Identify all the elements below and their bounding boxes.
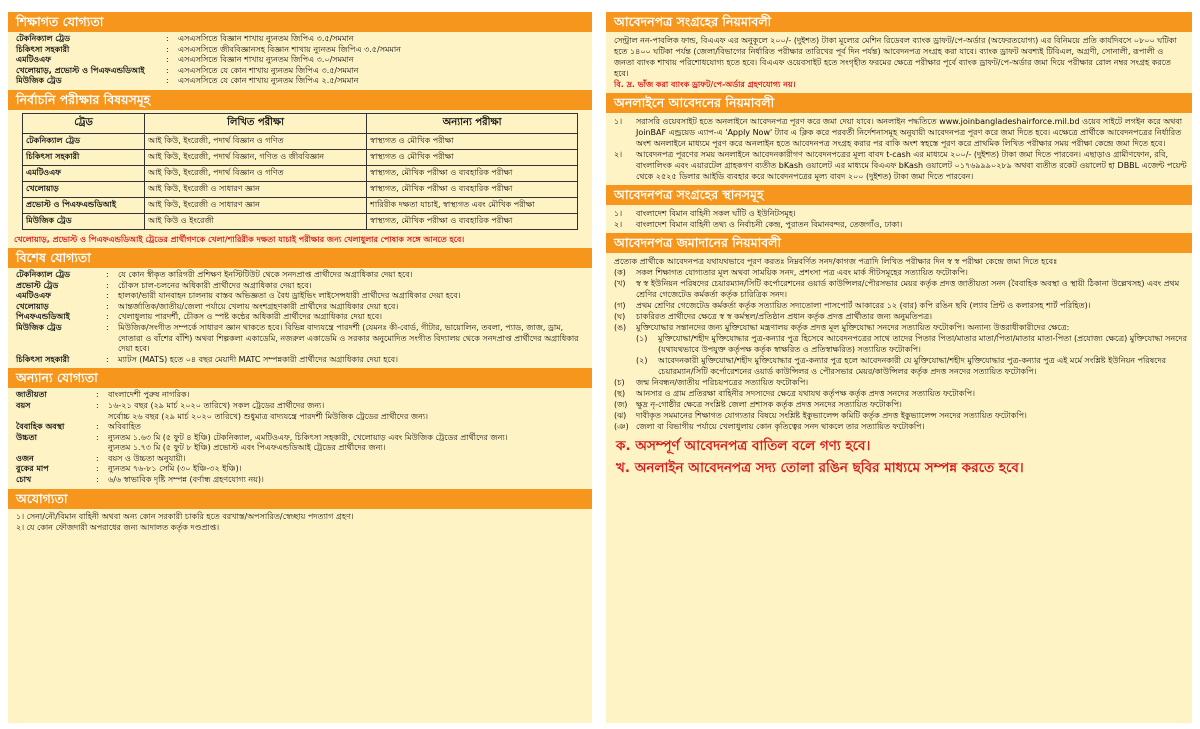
exam-header: নির্বাচনি পরীক্ষার বিষয়সমূহ <box>8 90 592 110</box>
special-header: বিশেষ যোগ্যতা <box>8 248 592 268</box>
special-trade: প্রভোস্ট ট্রেড <box>16 280 59 290</box>
list-item: ২। বাংলাদেশ বিমান বাহিনী তথ্য ও নির্বাচনী কেন্দ্র, পুরাতন বিমানবন্দর, তেজগাঁও, ঢাকা। <box>614 220 903 229</box>
table-row <box>23 181 578 197</box>
other-row: জাতীয়তা : বাংলাদেশী পুরুষ নাগরিক। <box>16 390 586 401</box>
list-item: (ছ) আনসার ও গ্রাম প্রতিরক্ষা বাহিনীর সদস্যদের ক্ষেত্রে যথাযথ কর্তৃপক্ষ কর্তৃক প্রদত্ত সনদের সত্যায়িত ফটোকপি। <box>614 389 975 398</box>
edu-header: শিক্ষাগত যোগ্যতা <box>8 12 592 32</box>
edu-row: টেকনিক্যাল ট্রেড : এসএসসিতে বিজ্ঞান শাখায় ন্যুনতম জিপিএ ৩.৫/সমমান <box>16 34 586 45</box>
edu-req: এসএসসিতে বিজ্ঞান শাখায় ন্যুনতম জিপিএ ৩.০/সমমান <box>178 55 354 65</box>
special-row: প্রভোস্ট ট্রেড : চৌকস চাল-চলনের অধিকারী প্রার্থীদের অগ্রাধিকার দেয়া হবে। <box>16 281 586 292</box>
list-item: (১) মুক্তিযোদ্ধা/শহীদ মুক্তিযোদ্ধার পুত্র-কন্যার পুত্র হিসেবে আবেদনপত্রের সাথে তাদের পিতার পিতা/মাতার মাতা/পিতা/মাতার মাতা-পিতা (প্রযোজ্য ক্ষেত্রে) মুক্তিযোদ্ধা সনদের (যথাযথভাবে উপযুক্ত কর্তৃপক্ষ কর্তৃক স্বাক্ষরিত ও প্রতিস্বাক্ষরিত) সত্যায়িত ফটোকপি। <box>636 334 1187 354</box>
cell-trade: টেকনিক্যাল ট্রেড <box>23 133 145 149</box>
edu-row: মিউজিক ট্রেড : এসএসসিতে যে কোন শাখায় ন্যুনতম জিপিএ ২.৫/সমমান <box>16 76 586 87</box>
cell-written: আই কিউ, ইংরেজী ও সাধারণ জ্ঞান <box>145 181 367 197</box>
disq-section <box>8 509 592 536</box>
list-item: ১। বাংলাদেশ বিমান বাহিনী সকল ঘাঁটি ও ইউনিটসমূহ। <box>614 209 796 218</box>
list-item: (ঞ) জেলা বা বিভাগীয় পর্যায়ে খেলাধুলায় কোন কৃতিত্বের সনদ থাকলে তার সত্যায়িত ফটোকপি। <box>614 422 925 431</box>
edu-trade: এমটিওএফ <box>16 55 51 65</box>
other-value: ন্যুনতম ১.৭৩ মি (৫ ফুট ৮ ইঞ্চি) প্রভোস্ট এবং পিএফএন্ডডিআই ট্রেডের প্রার্থীদের জন্য। <box>108 443 386 453</box>
other-value: সর্বোচ্চ ২৬ বছর (২৯ মার্চ ২০২০ তারিখে) শুধুমাত্র বাদ্যযন্ত্রে পারদর্শী মিউজিক ট্রেডের প্রার্থীদের জন্য। <box>108 411 429 421</box>
places-header: আবেদনপত্র সংগ্রহের স্থানসমূহ <box>606 185 1192 205</box>
edu-req: এসএসসিতে জীববিজ্ঞানসহ বিজ্ঞান শাখায় ন্যুনতম জিপিএ ৩.৫/সমমান <box>178 44 401 54</box>
other-row: উচ্চতা : ন্যুনতম ১.৬৩ মি (৫ ফুট ৪ ইঞ্চি) টেকনিক্যাল, এমটিওএফ, চিকিৎসা সহকারী, খেলোয়াড় এবং মিউজিক ট্রেডের প্রার্থীদের জন্য। <box>16 433 586 444</box>
other-row: বয়স : ১৬-২১ বছর (২৯ মার্চ ২০২০ তারিখে) সকল ট্রেডের প্রার্থীদের জন্য। <box>16 401 586 412</box>
special-row: পিএফএন্ডডিআই : খেলাধুলায় পারদর্শী, চৌকস ও স্পষ্ট কন্ঠের অধিকারী প্রার্থীদের অগ্রাধিকার দেয়া হবে। <box>16 312 586 323</box>
list-item: ১। সরাসরি ওয়েবসাইট হতে অনলাইনে আবেদনপত্র পূরণ করে জমা দেয়া যাবে। অনলাইন পদ্ধতিতে www.joinbangladeshairforce.mil.bd ওয়েব সাইটে লগইন করে অথবা JoinBAF এন্ড্রয়েড এ্যাপ-এ 'Apply Now' ট্যাব এ ক্লিক করে পরবর্তী নির্দেশনাসমূহ অনুযায়ী আবেদনপত্র পূরণ করে জমা দিতে হবে। এক্ষেত্রে প্রার্থীকে আবেদনপত্রের নির্ধারিত অংশ অনলাইনে মাধ্যমে পূরণ করে অনলাইন হতে আবেদনপত্র সংগ্রহ করার পর বাকি অংশ স্বহস্তে পূরণ করে প্রাথমিক লিখিত পরীক্ষার সময় পরীক্ষা কেন্দ্রে জমা দিতে হবে। <box>614 117 1183 148</box>
submit-intro: প্রত্যেক প্রার্থীকে আবেদনপত্র যথাযথভাবে পূরণ করতঃ নিম্নবর্ণিত সনদ/কাগজ পত্রাদি লিখিত পরীক্ষার দিন স্ব স্ব পরীক্ষা কেন্দ্রে জমা দিতে হবেঃ <box>614 257 1058 266</box>
special-text: আন্তর্জাতিক/জাতীয়/জেলা পর্যায়ে খেলায় অংশগ্রহণকারী প্রার্থীদের অগ্রাধিকার দেয়া হবে। <box>118 301 399 311</box>
cell-other: স্বাস্থ্যগত ও মৌখিক পরীক্ষা <box>367 149 578 165</box>
final-note-2: খ. অনলাইন আবেদনপত্র সদ্য তোলা রঙিন ছবির মাধ্যমে সম্পন্ন করতে হবে। <box>616 460 1024 476</box>
col-header-written: লিখিত পরীক্ষা <box>145 113 367 133</box>
special-text: মিউজিক/সংগীত সম্পর্কে সাধারণ জ্ঞান থাকতে হবে। বিভিন্ন বাদ্যযন্ত্রে পারদর্শী (যেমনঃ কী-বোর্ড, গীটার, ভায়োলিন, তবলা, প্যাড, জাজ, ড্রাম, দোতারা ও বাঁশের বাঁশি) অথবা শিল্পকলা একাডেমি, নজরুল একাডেমি ও সরকার অনুমোদিত সংগীত বিদ্যালয় থেকে সনদপ্রাপ্ত প্রার্থীদের অগ্রাধিকার দেয়া হবে। <box>118 322 579 354</box>
other-key: জাতীয়তা <box>16 390 47 400</box>
other-key: চোখ <box>16 475 32 485</box>
special-trade: খেলোয়াড় <box>16 301 49 311</box>
special-text: ম্যাটস (MATS) হতে ০৪ বছর মেয়াদী MATC সম্পন্নকারী প্রার্থীদের অগ্রাধিকার দেয়া হবে। <box>118 354 398 364</box>
disq-item: ১। সেনা/নৌ/বিমান বাহিনী অথবা অন্য কোন সরকারী চাকরি হতে বরখাস্ত/অপসারিত/স্বেচ্ছায় পদত্যাগ গ্রহণ। <box>16 511 354 521</box>
col-header-other: অন্যান্য পরীক্ষা <box>367 113 578 133</box>
special-row: চিকিৎসা সহকারী : ম্যাটস (MATS) হতে ০৪ বছর মেয়াদী MATC সম্পন্নকারী প্রার্থীদের অগ্রাধিকার দেয়া হবে। <box>16 355 586 366</box>
cell-trade: প্রভোস্ট ও পিএফএন্ডডিআই <box>23 197 145 213</box>
col-header-trade: ট্রেড <box>23 113 145 133</box>
special-trade: চিকিৎসা সহকারী <box>16 354 70 364</box>
cell-written: আই কিউ, ইংরেজী ও সাধারণ জ্ঞান <box>145 197 367 213</box>
online-header: অনলাইনে আবেদনের নিয়মাবলী <box>606 93 1192 113</box>
list-item: (ঙ) মুক্তিযোদ্ধার সন্তানদের জন্য মুক্তিযোদ্ধা মন্ত্রণালয় কর্তৃক প্রদত্ত মূল মুক্তিযোদ্ধা সনদের সত্যায়িত ফটোকপি। অন্যান্য উত্তরাধীকারীদের ক্ষেত্রে: <box>614 323 1070 332</box>
other-header: অন্যান্য যোগ্যতা <box>8 368 592 388</box>
special-trade: টেকনিক্যাল ট্রেড <box>16 269 71 279</box>
list-item: ২। আবেদনপত্র পূরণের সময় অনলাইনে আবেদনকারীগণ আবেদনপত্রের মূল্য বাবদ t-cash এর মাধ্যমে ২০০/- (দুইশত) টাকা জমা দিতে পারবেন। এছাড়াও গ্রামীণফোন, রবি, বাংলালিংক এবং এয়ারটেল গ্রাহকগণ ব্যতীত bKash ওয়ালেট এর মাধ্যমে বিএএফ bKash ওয়ালেট ০১৭৬৯৯৯০২৮৯ অথবা ব্যতীত রকেট ওয়ালেট হা DBBL এজেন্ট পয়েন্ট থেকে ২৫২৫ ডিলার আইডি ব্যবহার করে আবেদনপত্রের মূল্য বাবদ ২০০ (দুইশত) টাকা জমা দিতে পারবেন। <box>614 150 1187 181</box>
cell-trade: মিউজিক ট্রেড <box>23 213 145 229</box>
cell-other: স্বাস্থ্যগত, মৌখিক পরীক্ষা ও ব্যবহারিক পরীক্ষা <box>367 213 578 229</box>
other-key: ওজন <box>16 453 34 463</box>
exam-note: খেলোয়াড়, প্রভোস্ট ও পিএফএন্ডডিআই ট্রেডের প্রার্থীগণকে খেলা/শারিরীক দক্ষতা যাচাই পরীক্ষার জন্য খেলাধুলার পোষাক সঙ্গে আনতে হবে। <box>14 234 465 244</box>
special-trade: পিএফএন্ডডিআই <box>16 312 70 322</box>
cell-trade: খেলোয়াড় <box>23 181 145 197</box>
other-key: বৈবাহিক অবস্থা <box>16 422 65 432</box>
other-row: বৈবাহিক অবস্থা : অবিবাহিত <box>16 422 586 433</box>
collect-text: সেন্ট্রাল নন-পাবলিক ফান্ড, বিএএফ এর অনুকূলে ২০০/- (দুইশত) টাকা মূল্যের মেশিন রিডেবল ব্যাংক ড্রাফট/পে-অর্ডার (অফেরতযোগ্য) এর বিনিময়ে প্রতি কার্যদিবসে ০৮০০ ঘটিকা হতে ১৪০০ ঘটিকা পর্যন্ত (জেলা/বিভাগের নির্ধারিত পরীক্ষার তারিখের পূর্ব দিন পর্যন্ত) আবেদনপত্র সংগ্রহ করা যাবে। ব্যাংক ড্রাফট অবশ্যই টিবিএল, অগ্রণী, সোনালী, রূপালী ও জনতা ব্যাংক শাখায় পরিশোধযোগ্য হতে হবে। বিএএফ ওয়েবসাইট হতে সংগৃহীত ফরমের ক্ষেত্রে পরীক্ষার পূর্বে ব্যাংক ড্রাফট/পে-অর্ডার জমা দিয়ে পরীক্ষার রোল নম্বর সংগ্রহ করতে হবে। <box>614 36 1177 78</box>
other-value: অবিবাহিত <box>108 422 141 432</box>
special-section <box>8 268 592 368</box>
other-row <box>16 412 586 423</box>
edu-trade: মিউজিক ট্রেড <box>16 76 62 86</box>
special-row: মিউজিক ট্রেড : মিউজিক/সংগীত সম্পর্কে সাধারণ জ্ঞান থাকতে হবে। বিভিন্ন বাদ্যযন্ত্রে পারদর্শী (যেমনঃ কী-বোর্ড, গীটার, ভায়োলিন, তবলা, প্যাড, জাজ, ড্রাম, দোতারা ও বাঁশের বাঁশি) অথবা শিল্পকলা একাডেমি, নজরুল একাডেমি ও সরকার অনুমোদিত সংগীত বিদ্যালয় থেকে সনদপ্রাপ্ত প্রার্থীদের অগ্রাধিকার দেয়া হবে। <box>16 323 586 355</box>
list-item: (জ) ক্ষুদ্র নৃ-গোষ্ঠীর ক্ষেত্রে সংশ্লিষ্ট জেলা প্রশাসক কর্তৃক প্রদত্ত সনদের সত্যায়িত ফটোকপি। <box>614 400 902 409</box>
disq-header: অযোগ্যতা <box>8 489 592 509</box>
cell-trade: চিকিৎসা সহকারী <box>23 149 145 165</box>
cell-written: আই কিউ, ইংরেজী, পদার্থ বিজ্ঞান, গণিত ও জীববিজ্ঞান <box>145 149 367 165</box>
cell-other: স্বাস্থ্যগত, মৌখিক পরীক্ষা ও ব্যবহারিক পরীক্ষা <box>367 181 578 197</box>
other-row: চোখ : ৬/৬ স্বাভাবিক দৃষ্টি সম্পন্ন (বর্ণান্ধ গ্রহণযোগ্য নয়)। <box>16 475 586 486</box>
edu-trade: চিকিৎসা সহকারী <box>16 44 70 54</box>
other-value: ৬/৬ স্বাভাবিক দৃষ্টি সম্পন্ন (বর্ণান্ধ গ্রহণযোগ্য নয়)। <box>108 475 264 485</box>
special-trade: মিউজিক ট্রেড <box>16 322 62 332</box>
exam-table-header <box>23 113 578 133</box>
edu-trade: খেলোয়াড়, প্রভোস্ট ও পিএফএন্ডডিআই <box>16 65 145 75</box>
table-row <box>23 213 578 229</box>
list-item: (চ) জন্ম নিবন্ধন/জাতীয় পরিচয়পত্রের সত্যায়িত ফটোকপি। <box>614 378 809 387</box>
other-row: বুকের মাপ : ন্যুনতম ৭৬-৮১ সেমি (৩০ ইঞ্চি-৩২ ইঞ্চি)। <box>16 464 586 475</box>
special-text: হালকা/ভারী যানবাহন চালনায় বাস্তব অভিজ্ঞতা ও বৈধ ড্রাইভিং লাইসেন্সধারী প্রার্থীদের অগ্রাধিকার দেয়া হবে। <box>118 291 461 301</box>
list-item: (ঘ) চাকরিরত প্রার্থীদের ক্ষেত্রে স্ব স্ব কর্মস্থল/প্রতিষ্ঠান প্রধান কর্তৃক প্রদত্ত প্রার্থীতার জন্য অনুমতিপত্র। <box>614 312 932 321</box>
other-key: উচ্চতা <box>16 432 37 442</box>
list-item: (খ) স্ব স্ব ইউনিয়ন পরিষদের চেয়ারম্যান/সিটি কর্পোরেশনের ওয়ার্ড কাউন্সিলর/পৌরসভার মেয়র কর্তৃক প্রদত্ত জাতীয়তা সনদ (বৈবাহিক অবস্থা ও স্থায়ী ঠিকানা উল্লেখসহ) এবং প্রথম শ্রেণির গেজেটেড কর্মকর্তা কর্তৃক চারিত্রিক সনদ। <box>614 279 1180 299</box>
table-row <box>23 165 578 181</box>
special-text: খেলাধুলায় পারদর্শী, চৌকস ও স্পষ্ট কন্ঠের অধিকারী প্রার্থীদের অগ্রাধিকার দেয়া হবে। <box>118 312 383 322</box>
submit-header: আবেদনপত্র জমাদানের নিয়মাবলী <box>606 233 1192 253</box>
edu-row: খেলোয়াড়, প্রভোস্ট ও পিএফএন্ডডিআই : এসএসসিতে যে কোন শাখায় ন্যুনতম জিপিএ ৩.৫/সমমান <box>16 66 586 77</box>
list-item: (গ) প্রথম শ্রেণির গেজেটেড কর্মকর্তা কর্তৃক সত্যায়িত সদ্যতোলা পাসপোর্ট আকারের ১২ (বার) কপি রঙিন ছবি (ল্যাব প্রিন্ট ও কলারসহ শার্ট পরিহিত)। <box>614 301 1091 310</box>
cell-other: স্বাস্থ্যগত ও মৌখিক পরীক্ষা <box>367 133 578 149</box>
collect-header: আবেদনপত্র সংগ্রহের নিয়মাবলী <box>606 12 1192 32</box>
edu-row: চিকিৎসা সহকারী : এসএসসিতে জীববিজ্ঞানসহ বিজ্ঞান শাখায় ন্যুনতম জিপিএ ৩.৫/সমমান <box>16 45 586 56</box>
table-row <box>23 133 578 149</box>
other-row <box>16 443 586 454</box>
other-value: ন্যুনতম ৭৬-৮১ সেমি (৩০ ইঞ্চি-৩২ ইঞ্চি)। <box>108 464 242 474</box>
collect-note: বি. দ্র. ভাঁজ করা ব্যাংক ড্রাফট/পে-অর্ডার গ্রহণযোগ্য নয়। <box>614 80 796 89</box>
special-row: খেলোয়াড় : আন্তর্জাতিক/জাতীয়/জেলা পর্যায়ে খেলায় অংশগ্রহণকারী প্রার্থীদের অগ্রাধিকার দেয়া হবে। <box>16 302 586 313</box>
other-key: বয়স <box>16 400 31 410</box>
other-value: বাংলাদেশী পুরুষ নাগরিক। <box>108 390 190 400</box>
list-item: (ঝ) দাবীকৃত সমমানের শিক্ষাগত যোগ্যতার বিষয়ে সংশ্লিষ্ট ইকুভ্যালেন্স কমিটি কর্তৃক প্রদত্ত ইকুভ্যালেন্স সনদের সত্যায়িত ফটোকপি। <box>614 411 1027 420</box>
other-section <box>8 388 592 488</box>
right-panel <box>606 12 1192 723</box>
cell-other: শারিরীক দক্ষতা যাচাই, স্বাস্থ্যগত এবং মৌখিক পরীক্ষা <box>367 197 578 213</box>
cell-written: আই কিউ ও ইংরেজী <box>145 213 367 229</box>
other-value: ন্যুনতম ১.৬৩ মি (৫ ফুট ৪ ইঞ্চি) টেকনিক্যাল, এমটিওএফ, চিকিৎসা সহকারী, খেলোয়াড় এবং মিউজিক ট্রেডের প্রার্থীদের জন্য। <box>108 432 508 442</box>
special-text: চৌকস চাল-চলনের অধিকারী প্রার্থীদের অগ্রাধিকার দেয়া হবে। <box>118 280 312 290</box>
other-key: বুকের মাপ <box>16 464 49 474</box>
list-item: (২) আবেদনকারী মুক্তিযোদ্ধা/শহীদ মুক্তিযোদ্ধার পুত্র-কন্যার পুত্র হলে আবেদনকারী যে মুক্তিযোদ্ধা/শহীদ মুক্তিযোদ্ধার পুত্র-কন্যার পুত্র এই মর্মে সংশ্লিষ্ট ইউনিয়ন পরিষদের চেয়ারম্যান/সিটি কর্পোরেশনের ওয়ার্ড কাউন্সিলর ও পৌরসভার মেয়র/কাউন্সিলর কর্তৃক প্রদত্ত সনদের সত্যায়িত ফটোকপি। <box>636 356 1166 376</box>
special-row: টেকনিক্যাল ট্রেড : যে কোন স্বীকৃত কারিগরী প্রশিক্ষণ ইনস্টিটিউট থেকে সনদপ্রাপ্ত প্রার্থীদের অগ্রাধিকার দেয়া হবে। <box>16 270 586 281</box>
special-text: যে কোন স্বীকৃত কারিগরী প্রশিক্ষণ ইনস্টিটিউট থেকে সনদপ্রাপ্ত প্রার্থীদের অগ্রাধিকার দেয়া হবে। <box>118 269 413 279</box>
edu-req: এসএসসিতে যে কোন শাখায় ন্যুনতম জিপিএ ৩.৫/সমমান <box>178 65 359 75</box>
other-value: বয়স ও উচ্চতা অনুযায়ী। <box>108 453 186 463</box>
edu-req: এসএসসিতে বিজ্ঞান শাখায় ন্যুনতম জিপিএ ৩.৫/সমমান <box>178 34 354 43</box>
table-row <box>23 197 578 213</box>
cell-written: আই কিউ, ইংরেজী, পদার্থ বিজ্ঞান ও গণিত <box>145 133 367 149</box>
list-item: (ক) সকল শিক্ষাগত যোগ্যতার মূল অথবা সাময়িক সনদ, প্রশংসা পত্র এবং মার্ক সীটসমূহের সত্যায়িত ফটোকপি। <box>614 268 968 277</box>
edu-row: এমটিওএফ : এসএসসিতে বিজ্ঞান শাখায় ন্যুনতম জিপিএ ৩.০/সমমান <box>16 55 586 66</box>
other-row: ওজন : বয়স ও উচ্চতা অনুযায়ী। <box>16 454 586 465</box>
edu-trade: টেকনিক্যাল ট্রেড <box>16 34 71 43</box>
cell-written: আই কিউ, ইংরেজী, পদার্থ বিজ্ঞান ও গণিত <box>145 165 367 181</box>
other-value: ১৬-২১ বছর (২৯ মার্চ ২০২০ তারিখে) সকল ট্রেডের প্রার্থীদের জন্য। <box>108 400 325 410</box>
exam-section <box>8 110 592 230</box>
table-row <box>23 149 578 165</box>
special-trade: এমটিওএফ <box>16 291 51 301</box>
final-note-1: ক. অসম্পূর্ণ আবেদনপত্র বাতিল বলে গণ্য হবে। <box>616 438 871 454</box>
cell-trade: এমটিওএফ <box>23 165 145 181</box>
special-row: এমটিওএফ : হালকা/ভারী যানবাহন চালনায় বাস্তব অভিজ্ঞতা ও বৈধ ড্রাইভিং লাইসেন্সধারী প্রার্থীদের অগ্রাধিকার দেয়া হবে। <box>16 291 586 302</box>
edu-req: এসএসসিতে যে কোন শাখায় ন্যুনতম জিপিএ ২.৫/সমমান <box>178 76 359 86</box>
exam-table <box>22 113 578 230</box>
disq-item: ২। যে কোন ফৌজদারী অপরাধের জন্য আদালত কর্তৃক দণ্ডপ্রাপ্ত। <box>16 522 220 532</box>
left-panel <box>8 12 592 723</box>
edu-section <box>8 32 592 90</box>
cell-other: স্বাস্থ্যগত, মৌখিক পরীক্ষা ও ব্যবহারিক পরীক্ষা <box>367 165 578 181</box>
